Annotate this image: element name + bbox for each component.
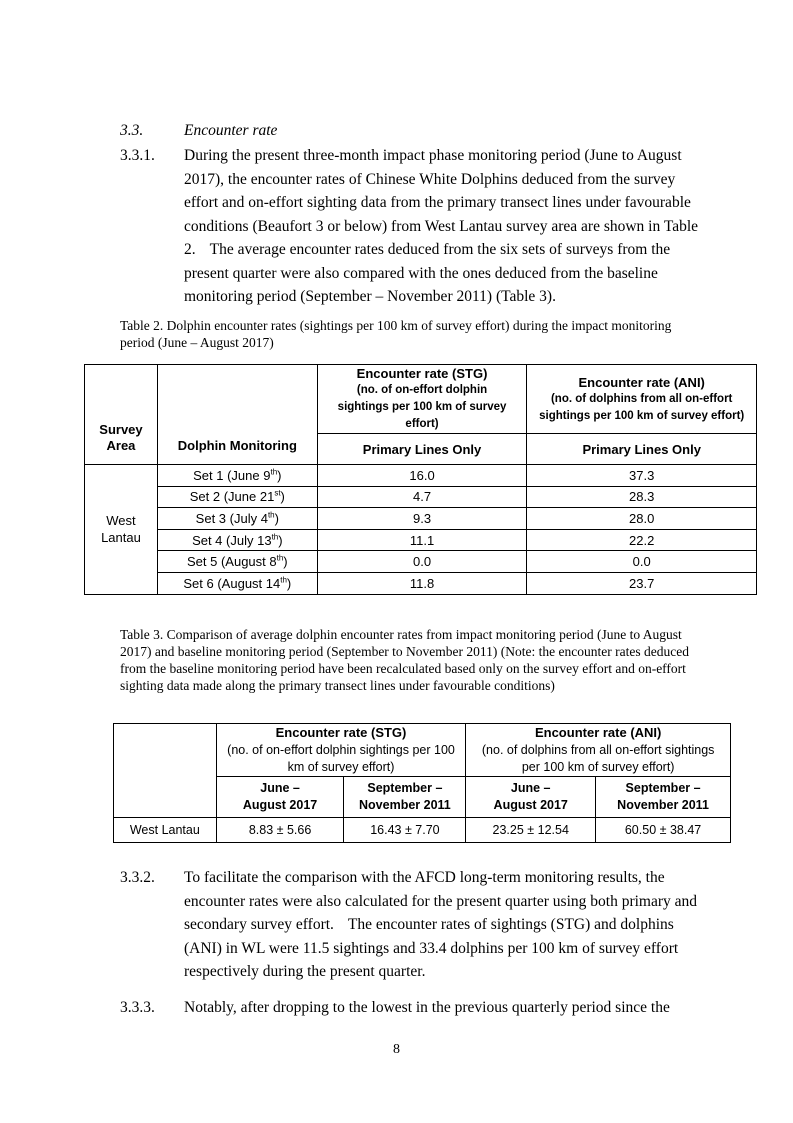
stg-value: 0.0 (317, 551, 527, 573)
col-header (344, 777, 466, 818)
table3-caption: Table 3. Comparison of average dolphin encounter rates from impact monitoring period (June to August 2017) and baseline monitoring period (September to November 2011) (Note: the encounter rates deduced from the baseline monitoring period have been recalculated based only on the survey effort and on-effort sighting data made along the primary transect lines under favourable conditions) (120, 627, 689, 693)
set-close: ) (278, 532, 283, 548)
group-stg-title: Encounter rate (STG) (275, 725, 407, 740)
stg-value: 9.3 (317, 508, 527, 530)
header-stg-title: Encounter rate (STG) (356, 366, 488, 381)
value-cell: 16.43 ± 7.70 (344, 818, 466, 843)
set-cell (157, 465, 317, 487)
header-stg-sub: (no. of on-effort dolphin sightings per 100 km of survey effort) (337, 384, 507, 430)
set-label: Set 6 (August 14 (183, 575, 281, 591)
set-close: ) (274, 510, 279, 526)
group-stg (216, 724, 466, 777)
paragraph-text (184, 866, 700, 984)
set-cell (157, 572, 317, 594)
set-suffix: th (276, 553, 284, 563)
header-ani-title: Encounter rate (ANI) (578, 374, 705, 390)
set-suffix: st (274, 489, 281, 499)
stg-value: 11.1 (317, 529, 527, 551)
header-stg-lines: Primary Lines Only (317, 434, 527, 465)
ani-value: 28.3 (527, 486, 757, 508)
paragraph-sentence: The encounter rates of sightings (STG) and dolphins (ANI) in WL were 11.5 sightings and 33.4 dolphins per 100 km of survey effort respectively during the present quarter. (184, 916, 679, 980)
col-header-label: September – November 2011 (359, 781, 451, 812)
paragraph-sentence: During the present three-month impact phase monitoring period (June to August 2017), the encounter rates of Chinese White Dolphins deduced from the survey effort and on-effort sighting data from the primary transect lines under favourable conditions (Beaufort 3 or below) from West Lantau survey area are shown in Table 2. (184, 147, 699, 258)
col-header (466, 777, 596, 818)
set-cell (157, 551, 317, 573)
stg-value: 4.7 (317, 486, 527, 508)
row-label: West Lantau (114, 818, 217, 843)
section-title: Encounter rate (184, 122, 278, 139)
empty-corner-cell (114, 724, 217, 818)
col-header (216, 777, 344, 818)
table-row (85, 572, 757, 594)
stg-value: 16.0 (317, 465, 527, 487)
table-row (85, 551, 757, 573)
group-ani-sub: (no. of dolphins from all on-effort sightings per 100 km of survey effort) (481, 743, 715, 774)
set-label: Set 1 (June 9 (193, 467, 271, 483)
paragraph-3-3-1 (120, 144, 700, 309)
table-row (114, 818, 731, 843)
paragraph-number: 3.3.2. (120, 869, 155, 886)
value-cell: 23.25 ± 12.54 (466, 818, 596, 843)
set-label: Set 2 (June 21 (189, 489, 275, 505)
table-row (85, 508, 757, 530)
section-heading (120, 122, 277, 140)
set-cell (157, 529, 317, 551)
set-close: ) (280, 489, 285, 505)
group-ani (466, 724, 731, 777)
stg-value: 11.8 (317, 572, 527, 594)
paragraph-text: Notably, after dropping to the lowest in the previous quarterly period since the (184, 999, 670, 1016)
table-row (85, 465, 757, 487)
paragraph-number: 3.3.3. (120, 999, 155, 1016)
set-label: Set 5 (August 8 (187, 554, 277, 570)
set-label: Set 4 (July 13 (192, 532, 272, 548)
paragraph-3-3-3 (120, 996, 700, 1020)
header-ani-lines: Primary Lines Only (527, 434, 757, 465)
survey-area-cell (85, 465, 158, 595)
ani-value: 37.3 (527, 465, 757, 487)
table2-caption: Table 2. Dolphin encounter rates (sightings per 100 km of survey effort) during the impact monitoring period (June – August 2017) (120, 318, 672, 350)
ani-value: 23.7 (527, 572, 757, 594)
set-suffix: th (270, 467, 278, 477)
set-cell (157, 508, 317, 530)
ani-value: 22.2 (527, 529, 757, 551)
page-number: 8 (393, 1042, 400, 1057)
table-row (85, 529, 757, 551)
ani-value: 0.0 (527, 551, 757, 573)
paragraph-3-3-2 (120, 866, 700, 984)
set-suffix: th (271, 532, 279, 542)
set-suffix: th (267, 510, 275, 520)
set-cell (157, 486, 317, 508)
set-label: Set 3 (July 4 (195, 510, 268, 526)
header-ani (527, 365, 757, 434)
paragraph-sentence: The average encounter rates deduced from the six sets of surveys from the present quarter were also compared with the ones deduced from the baseline monitoring period (September – November 2011) (Table 3). (184, 241, 671, 305)
set-suffix: th (280, 575, 287, 585)
col-header-label: September – November 2011 (617, 781, 709, 812)
header-survey-area: Survey Area (85, 365, 158, 465)
value-cell: 60.50 ± 38.47 (596, 818, 731, 843)
col-header-label: June – August 2017 (493, 781, 568, 812)
table-3 (113, 723, 731, 843)
set-close: ) (283, 554, 288, 570)
paragraph-text (184, 144, 700, 309)
group-stg-sub: (no. of on-effort dolphin sightings per 100 km of survey effort) (227, 743, 455, 774)
table-2 (84, 364, 757, 595)
group-ani-title: Encounter rate (ANI) (534, 725, 662, 740)
table-row (85, 486, 757, 508)
header-stg (317, 365, 527, 434)
col-header-label: June – August 2017 (242, 781, 318, 812)
ani-value: 28.0 (527, 508, 757, 530)
survey-area-label: West Lantau (101, 513, 141, 546)
set-close: ) (286, 575, 292, 591)
set-close: ) (277, 467, 282, 483)
header-ani-sub: (no. of dolphins from all on-effort sightings per 100 km of survey effort) (539, 392, 745, 422)
value-cell: 8.83 ± 5.66 (216, 818, 344, 843)
section-number: 3.3. (120, 122, 144, 139)
col-header (596, 777, 731, 818)
paragraph-number: 3.3.1. (120, 147, 155, 164)
header-dolphin-monitoring: Dolphin Monitoring (157, 365, 317, 465)
paragraph-sentence: To facilitate the comparison with the AFCD long-term monitoring results, the encounter rates were also calculated for the present quarter using both primary and secondary survey effort. (184, 869, 698, 933)
